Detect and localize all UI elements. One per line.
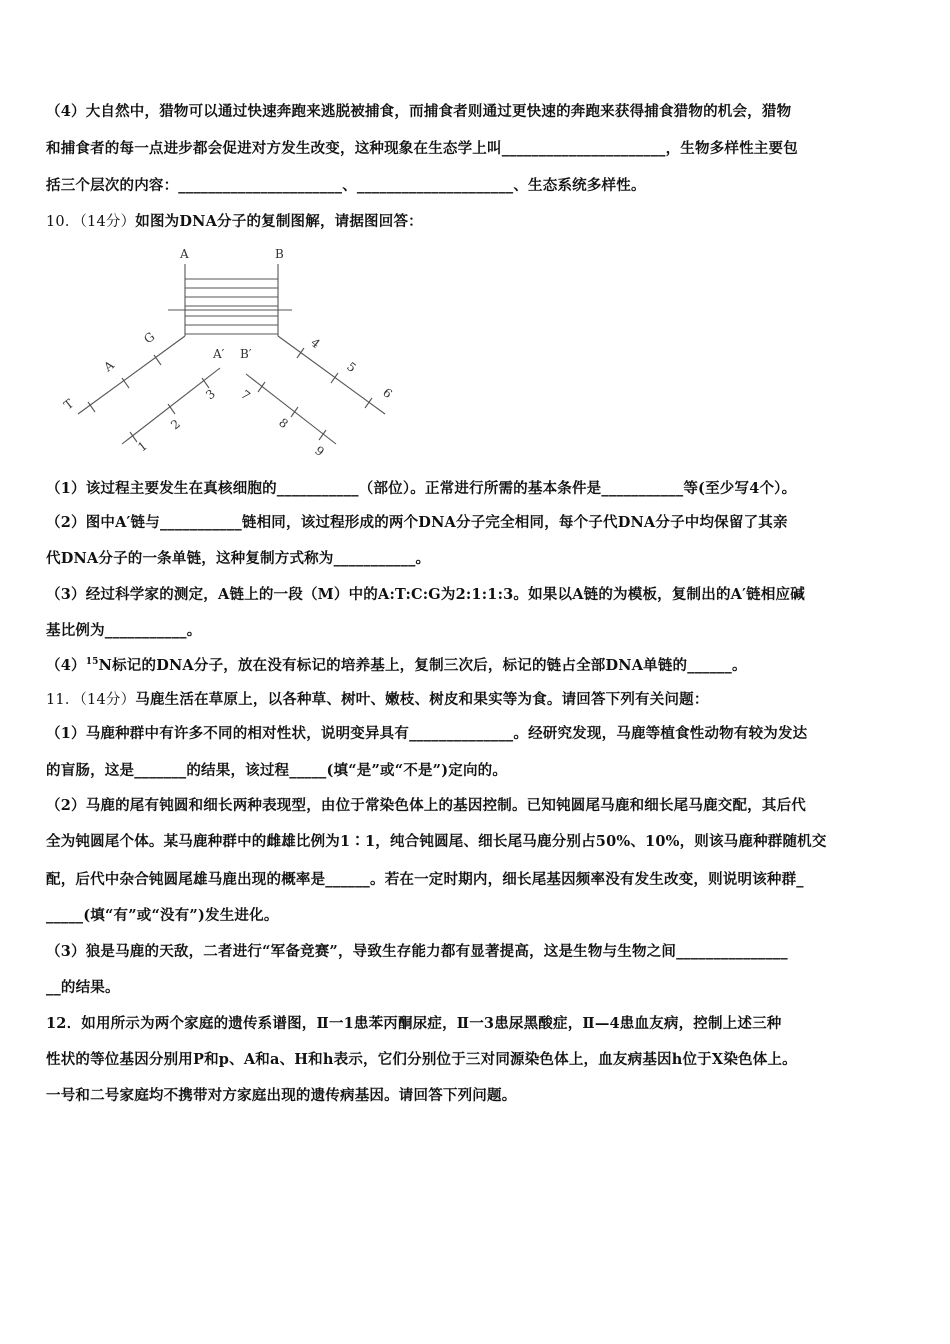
dna-label-5: 5 [344,359,359,376]
q10-part1: （1）该过程主要发生在真核细胞的___________（部位）。正常进行所需的基本条件是___________等(至少写4个）。 [46,480,797,497]
q11-part2-line4: _____(填“有”或“没有”)发生进化。 [46,907,279,924]
q10-part4-text: N标记的DNA分子，放在没有标记的培养基上，复制三次后，标记的链占全部DNA单链的______。 [98,657,747,674]
q11-score: （14分） [79,692,136,708]
q12-line3: 一号和二号家庭均不携带对方家庭出现的遗传病基因。请回答下列问题。 [46,1087,517,1104]
q11-part2-line2: 全为钝圆尾个体。某马鹿种群中的雌雄比例为1∶1，纯合钝圆尾、细长尾马鹿分别占50%、10%，则该马鹿种群随机交 [46,833,827,850]
dna-label-B: B [275,247,284,261]
dna-label-B-prime: B′ [240,347,252,361]
q10-part3-line1: （3）经过科学家的测定，A链上的一段（M）中的A:T:C:G为2:1:1:3。如果以A链的为模板，复制出的A′链相应碱 [46,586,805,603]
dna-label-6: 6 [380,385,395,402]
q11-part2-line3: 配，后代中杂合钝圆尾雄马鹿出现的概率是______。若在一定时期内，细长尾基因频率没有发生改变，则说明该种群_ [46,871,804,888]
isotope-superscript: 15 [85,657,99,668]
q12-line1: 12．如用所示为两个家庭的遗传系谱图，Ⅱ一1患苯丙酮尿症，Ⅱ一3患尿黑酸症，Ⅱ—4患血友病，控制上述三种 [46,1015,782,1032]
q11-part1-line1: （1）马鹿种群中有许多不同的相对性状，说明变异具有______________。经研究发现，马鹿等植食性动物有较为发达 [46,725,808,742]
q10-part4-prefix: （4） [46,657,86,674]
dna-label-8: 8 [276,415,291,432]
q11-part1-line2: 的盲肠，这是_______的结果，该过程_____(填“是”或“不是”)定向的。 [46,762,508,779]
q10-intro: 如图为DNA分子的复制图解，请据图回答： [135,213,423,230]
dna-label-A-prime: A′ [213,347,225,361]
dna-replication-diagram [60,244,420,464]
q9-part4-line3: 括三个层次的内容：______________________、_____________________、生态系统多样性。 [46,177,646,194]
q10-part2-line2: 代DNA分子的一条单链，这种复制方式称为___________。 [46,550,431,567]
q11-number: 11． [46,692,80,708]
dna-label-4: 4 [308,335,323,352]
dna-label-2: 2 [168,416,183,433]
q9-part4-line2: 和捕食者的每一点进步都会促进对方发生改变，这种现象在生态学上叫______________________，生物多样性主要包 [46,140,798,157]
dna-label-7: 7 [238,387,253,404]
q10-part2-line1: （2）图中A′链与___________链相同，该过程形成的两个DNA分子完全相同，每个子代DNA分子中均保留了其亲 [46,514,788,531]
dna-label-3: 3 [203,386,218,403]
q10-score: （14分） [79,214,136,230]
dna-label-A-base: A [101,357,117,375]
q11-part3-line1: （3）狼是马鹿的天敌，二者进行“军备竞赛”，导致生存能力都有显著提高，这是生物与生物之间_______________ [46,943,788,960]
dna-label-G: G [141,329,158,347]
q10-heading [46,212,910,232]
dna-label-T: T [61,396,77,413]
q10-part3-line2: 基比例为___________。 [46,622,202,639]
q11-part3-line2: __的结果。 [46,979,120,996]
q11-heading [46,690,910,710]
q11-part2-line1: （2）马鹿的尾有钝圆和细长两种表现型，由位于常染色体上的基因控制。已知钝圆尾马鹿和细长尾马鹿交配，其后代 [46,797,806,814]
dna-label-A: A [180,247,189,261]
q10-part4 [46,656,910,676]
q12-line2: 性状的等位基因分别用P和p、A和a、H和h表示，它们分别位于三对同源染色体上，血友病基因h位于X染色体上。 [46,1051,797,1068]
dna-label-9: 9 [312,443,327,460]
q9-part4-line1: （4）大自然中，猎物可以通过快速奔跑来逃脱被捕食，而捕食者则通过更快速的奔跑来获得捕食猎物的机会，猎物 [46,103,792,120]
q10-number: 10． [46,214,80,230]
dna-label-1: 1 [135,438,150,455]
q11-intro: 马鹿生活在草原上，以各种草、树叶、嫩枝、树皮和果实等为食。请回答下列有关问题： [135,691,709,708]
